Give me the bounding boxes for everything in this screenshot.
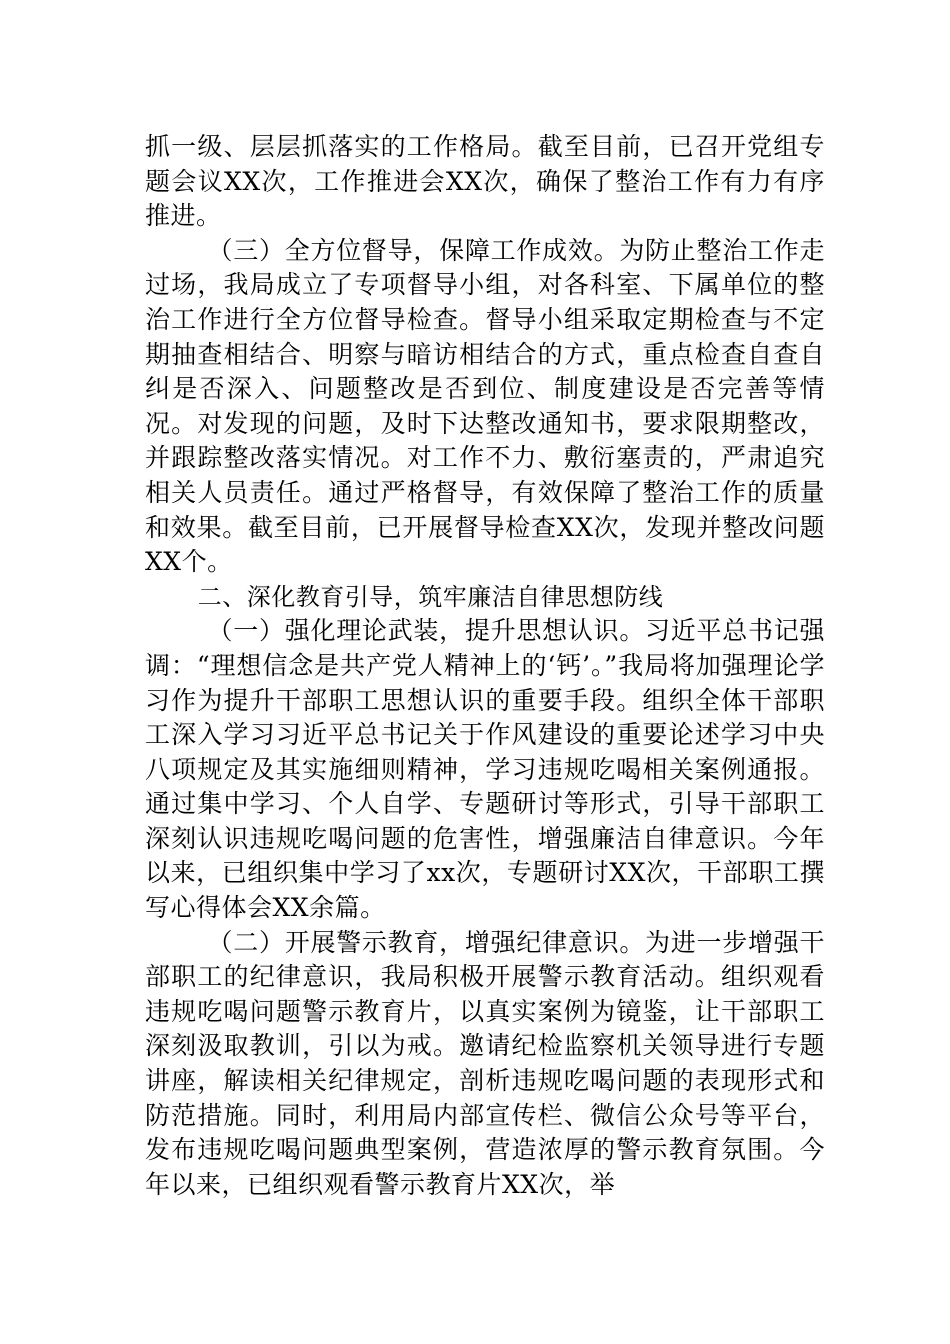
paragraph-theory-study: （一）强化理论武装，提升思想认识。习近平总书记强调：“理想信念是共产党人精神上的‘钙’。”我局将加强理论学习作为提升干部职工思想认识的重要手段。组织全体干部职工深入学习习近平总书记关于作风建设的重要论述学习中央八项规定及其实施细则精神，学习违规吃喝相关案例通报。通过集中学习、个人自学、专题研讨等形式，引导干部职工深刻认识违规吃喝问题的危害性，增强廉洁自律意识。今年以来，已组织集中学习了xx次，专题研讨XX次，干部职工撰写心得体会XX余篇。 — [145, 616, 825, 923]
paragraph-warning-education: （二）开展警示教育，增强纪律意识。为进一步增强干部职工的纪律意识，我局积极开展警示教育活动。组织观看违规吃喝问题警示教育片，以真实案例为镜鉴，让干部职工深刻汲取教训，引以为戒。邀请纪检监察机关领导进行专题讲座，解读相关纪律规定，剖析违规吃喝问题的表现形式和防范措施。同时，利用局内部宣传栏、微信公众号等平台，发布违规吃喝问题典型案例，营造浓厚的警示教育氛围。今年以来，已组织观看警示教育片XX次，举 — [145, 927, 825, 1199]
paragraph-supervision: （三）全方位督导，保障工作成效。为防止整治工作走过场，我局成立了专项督导小组，对各科室、下属单位的整治工作进行全方位督导检查。督导小组采取定期检查与不定期抽查相结合、明察与暗访相结合的方式，重点检查自查自纠是否深入、问题整改是否到位、制度建设是否完善等情况。对发现的问题，及时下达整改通知书，要求限期整改，并跟踪整改落实情况。对工作不力、敷衍塞责的，严肃追究相关人员责任。通过严格督导，有效保障了整治工作的质量和效果。截至目前，已开展督导检查XX次，发现并整改问题XX个。 — [145, 235, 825, 577]
document-body — [145, 130, 825, 1202]
paragraph-continuation: 抓一级、层层抓落实的工作格局。截至目前，已召开党组专题会议XX次，工作推进会XX次，确保了整治工作有力有序推进。 — [145, 132, 825, 231]
section-heading: 二、深化教育引导，筑牢廉洁自律思想防线 — [197, 582, 664, 611]
